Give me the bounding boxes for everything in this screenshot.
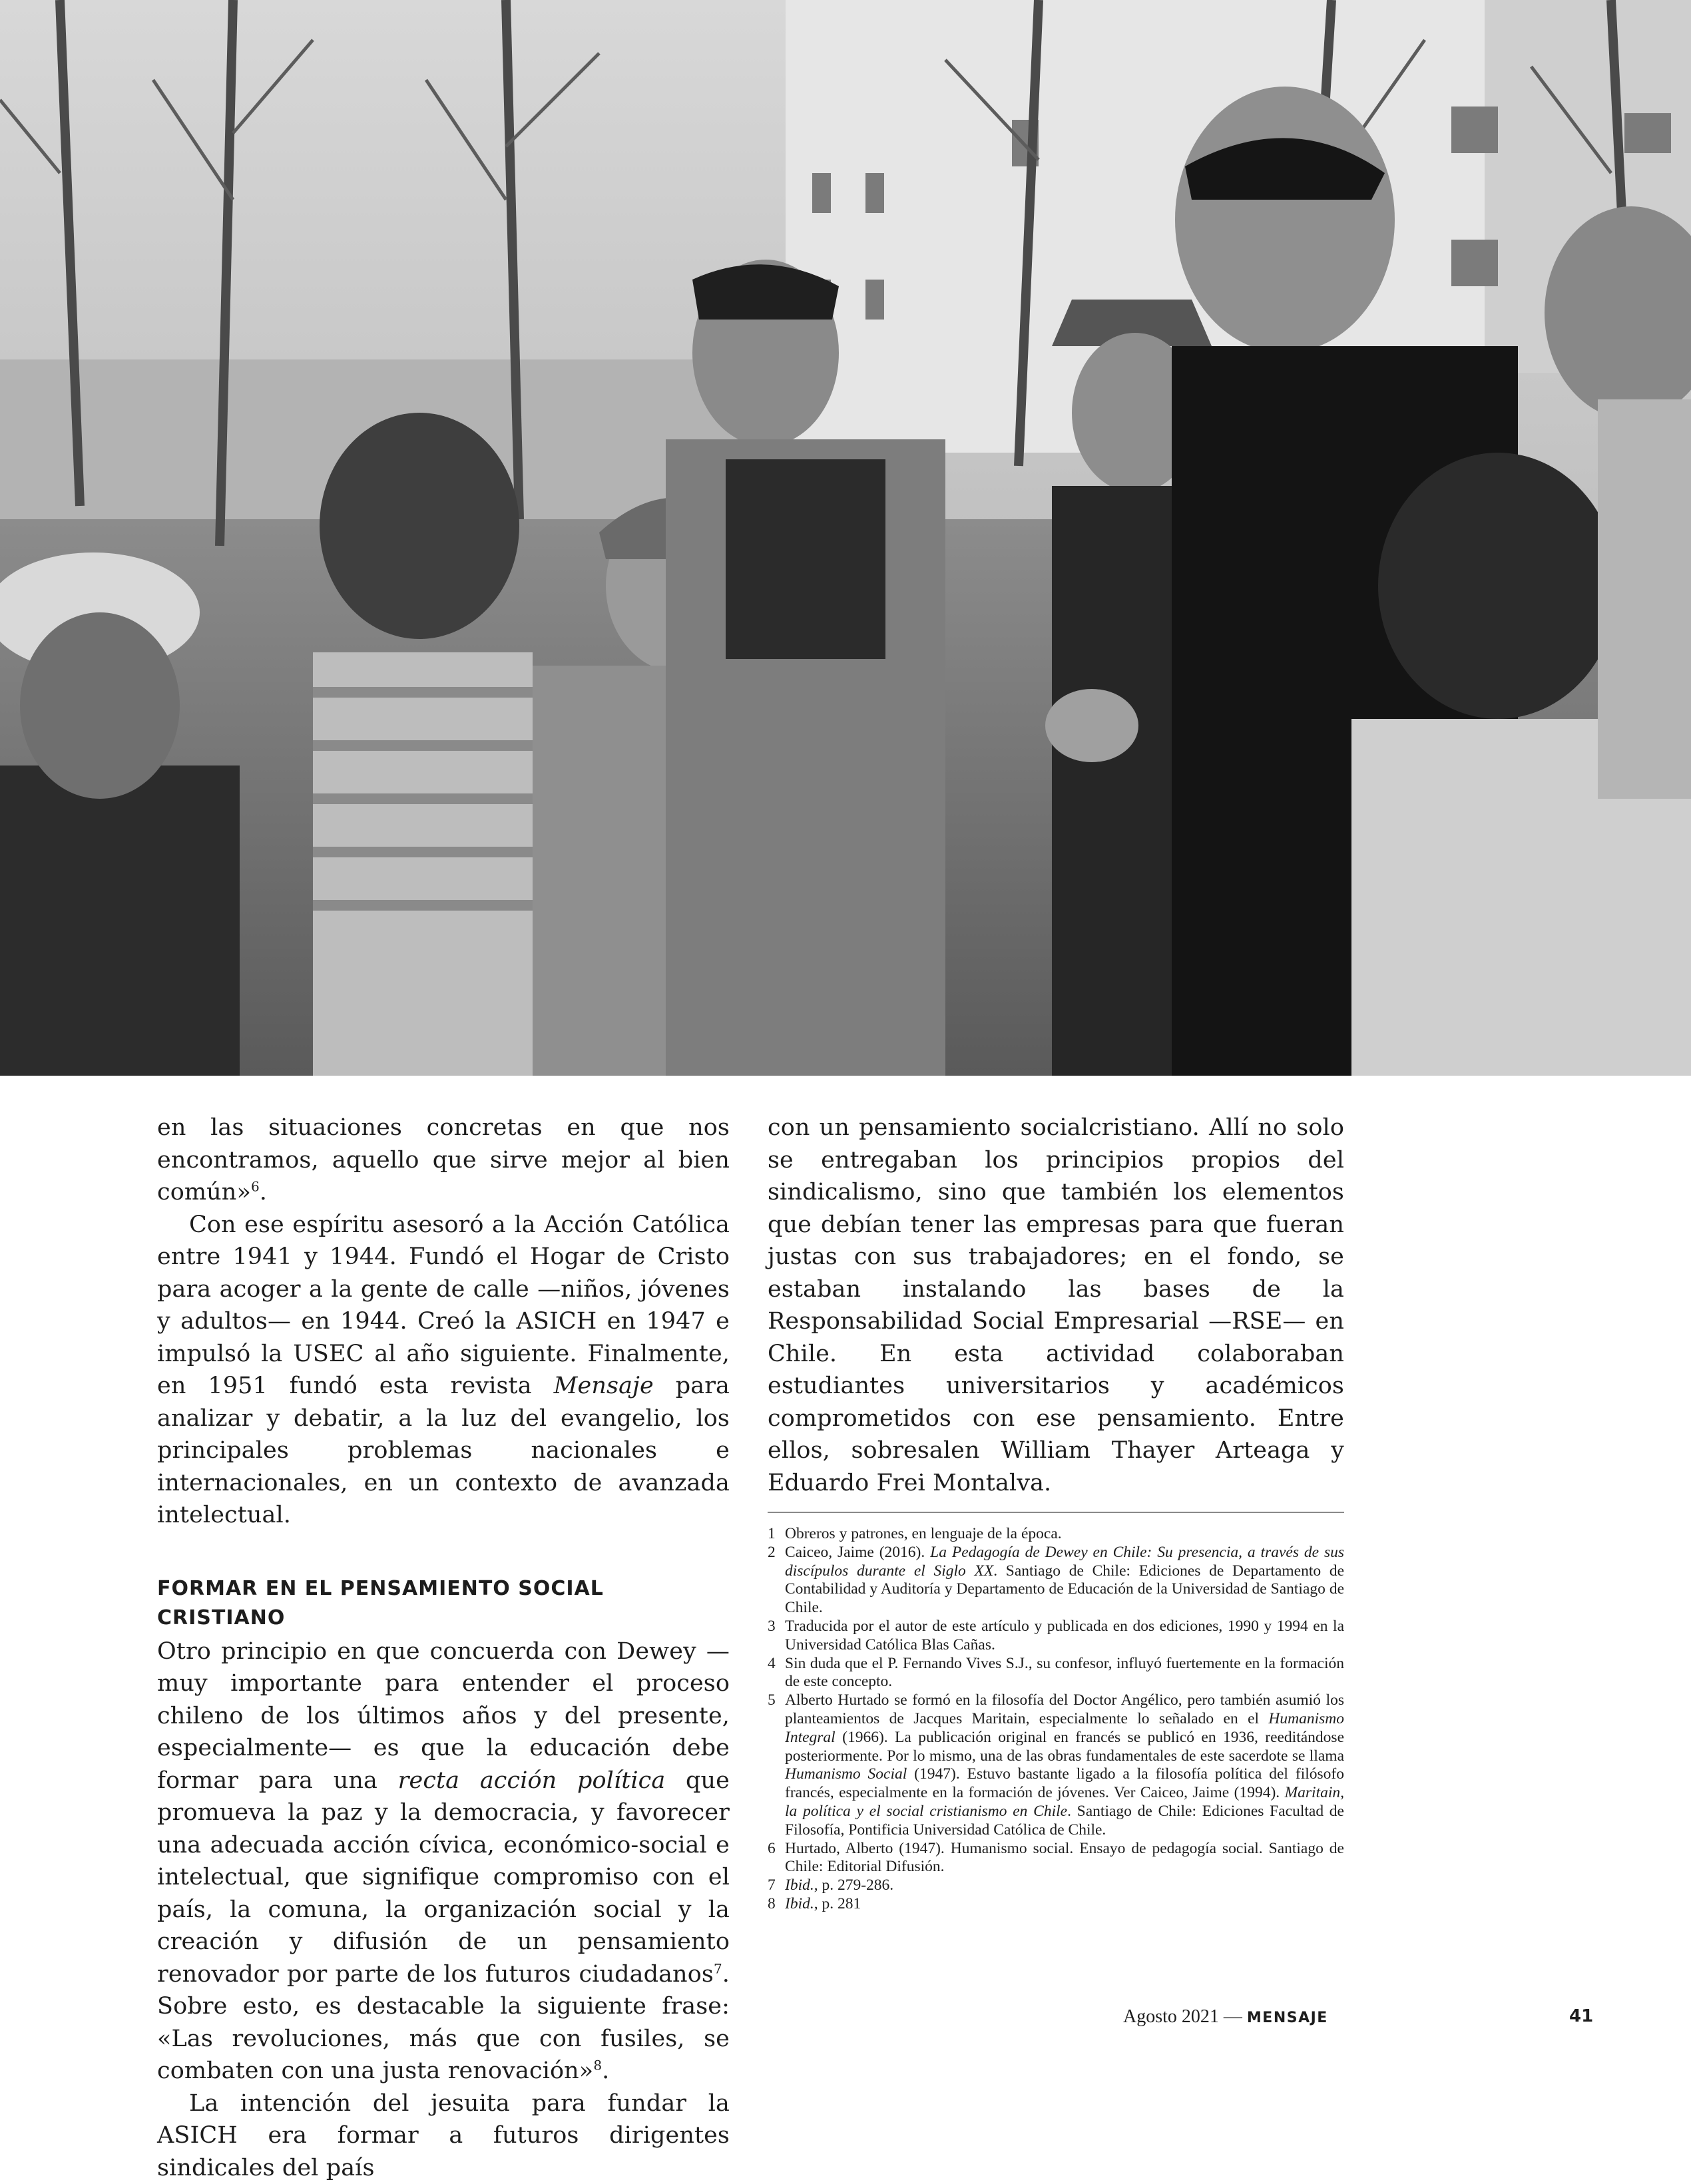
- paragraph: con un pensamiento socialcristiano. Allí no solo se entregaban los principios propios del sindicalismo, sino que también los elementos que debían tener las empresas para que fueran justas con sus trabajadores; en el fondo, se estaban instalando las bases de la Responsabilidad Social Empresarial —RSE— en Chile. En esta actividad colaboraban estudiantes universitarios y académicos comprometidos con ese pensamiento. Entre ellos, sobresalen William Thayer Arteaga y Eduardo Frei Montalva.: [768, 1112, 1344, 1499]
- footnote: 5 Alberto Hurtado se formó en la filosofía del Doctor Angélico, pero también asumió los planteamientos de Jacques Maritain, especialmente lo señalado en el Humanismo Integral (1966). La publicación original en francés se publicó en 1936, reeditándose posteriormente. Por lo mismo, una de las obras fundamentales de este sacerdote se llama Humanismo Social (1947). Estuvo bastante ligado a la filosofía política del filósofo francés, especialmente en la formación de jóvenes. Ver Caiceo, Jaime (1994). Maritain, la política y el social cristianismo en Chile. Santiago de Chile: Ediciones Facultad de Filosofía, Pontificia Universidad Católica de Chile.: [768, 1691, 1344, 1839]
- footnote: 6 Hurtado, Alberto (1947). Humanismo social. Ensayo de pedagogía social. Santiago de Chile: Editorial Difusión.: [768, 1840, 1344, 1877]
- footnote: 3 Traducida por el autor de este artículo y publicada en dos ediciones, 1990 y 1994 en la Universidad Católica Blas Cañas.: [768, 1618, 1344, 1655]
- street-scene-photo: [0, 0, 1691, 1076]
- header-photo: [0, 0, 1691, 1076]
- footnote: 4 Sin duda que el P. Fernando Vives S.J., su confesor, influyó fuertemente en la formación de este concepto.: [768, 1655, 1344, 1692]
- paragraph: La intención del jesuita para fundar la ASICH era formar a futuros dirigentes sindicales del país: [157, 2087, 730, 2184]
- page-number: 41: [1569, 2006, 1593, 2026]
- footnote-ref[interactable]: 7: [714, 1960, 722, 1976]
- left-column: [157, 1112, 730, 2184]
- footnote: 2 Caiceo, Jaime (2016). La Pedagogía de Dewey en Chile: Su presencia, a través de sus discípulos durante el Siglo XX. Santiago de Chile: Ediciones de Departamento de Contabilidad y Auditoría y Departamento de Educación de la Universidad de Santiago de Chile.: [768, 1544, 1344, 1618]
- issue-date: Agosto 2021 —: [1123, 2006, 1247, 2027]
- footnotes: [768, 1512, 1344, 1914]
- paragraph: en las situaciones concretas en que nos encontramos, aquello que sirve mejor al bien común»$^6$.: [157, 1112, 730, 1209]
- footer-issue: [1123, 2006, 1328, 2028]
- footnote: 7 Ibid., p. 279-286.: [768, 1876, 1344, 1895]
- footnote-ref[interactable]: 6: [251, 1178, 260, 1194]
- right-column: [768, 1112, 1344, 1499]
- footnote-ref[interactable]: 8: [593, 2057, 602, 2073]
- section-heading: FORMAR EN EL PENSAMIENTO SOCIAL CRISTIANO: [157, 1574, 730, 1633]
- footnote: 1 Obreros y patrones, en lenguaje de la época.: [768, 1525, 1344, 1544]
- footnote: 8 Ibid., p. 281: [768, 1895, 1344, 1914]
- paragraph: Con ese espíritu asesoró a la Acción Católica entre 1941 y 1944. Fundó el Hogar de Cristo para acoger a la gente de calle —niños, jóvenes y adultos— en 1944. Creó la ASICH en 1947 e impulsó la USEC al año siguiente. Finalmente, en 1951 fundó esta revista Mensaje para analizar y debatir, a la luz del evangelio, los principales problemas nacionales e internacionales, en un contexto de avanzada intelectual.: [157, 1209, 730, 1532]
- magazine-name: MENSAJE: [1247, 2010, 1328, 2026]
- paragraph: Otro principio en que concuerda con Dewey —muy importante para entender el proceso chileno de los últimos años y del presente, especialmente— es que la educación debe formar para una recta acción política que promueva la paz y la democracia, y favorecer una adecuada acción cívica, económico-social e intelectual, que signifique compromiso con el país, la comuna, la organización social y la creación y difusión de un pensamiento renovador por parte de los futuros ciudadanos$^7$. Sobre esto, es destacable la siguiente frase: «Las revoluciones, más que con fusiles, se combaten con una justa renovación»$^8$.: [157, 1636, 730, 2087]
